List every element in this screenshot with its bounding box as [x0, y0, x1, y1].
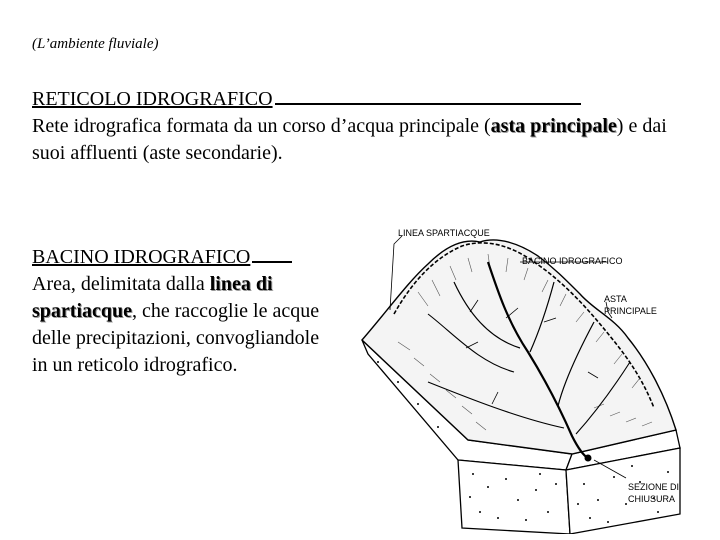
text-before: Rete idrografica formata da un corso d’acqua principale ( [32, 115, 491, 137]
label-asta-line2: PRINCIPALE [604, 306, 657, 316]
heading-underline-rule [252, 259, 292, 263]
label-linea-spartiacque: LINEA SPARTIACQUE [398, 228, 490, 238]
closure-point [585, 455, 592, 462]
label-asta-line1: ASTA [604, 294, 627, 304]
label-sezione-line2: CHIUSURA [628, 494, 676, 504]
label-bacino-idrografico: BACINO IDROGRAFICO [522, 256, 623, 266]
basin-illustration [358, 222, 698, 534]
section-bacino-heading-row [32, 244, 332, 271]
section-bacino-text [32, 271, 332, 379]
label-sezione-line1: SEZIONE DI [628, 482, 680, 492]
emphasis-linea-spartiacque: linea di spartiacque [32, 273, 273, 322]
heading-underline-rule [275, 101, 581, 105]
section-reticolo-heading: RETICOLO IDROGRAFICO [32, 88, 273, 110]
section-bacino-heading: BACINO IDROGRAFICO [32, 246, 251, 268]
terrain-surface [362, 240, 676, 454]
text-after: ) e dai suoi affluenti (aste secondarie). [32, 115, 667, 164]
text-after: , che raccoglie le acque delle precipitazioni, convogliandole in un reticolo idrografico. [32, 300, 320, 376]
emphasis-asta-principale: asta principale [490, 115, 617, 137]
section-reticolo [32, 86, 672, 167]
block-front-face [458, 460, 570, 534]
section-reticolo-heading-row [32, 86, 672, 113]
section-reticolo-text [32, 113, 672, 167]
page-subtitle: (L’ambiente fluviale) [32, 36, 159, 52]
text-before: Area, delimitata dalla [32, 273, 210, 295]
section-bacino [32, 244, 332, 379]
